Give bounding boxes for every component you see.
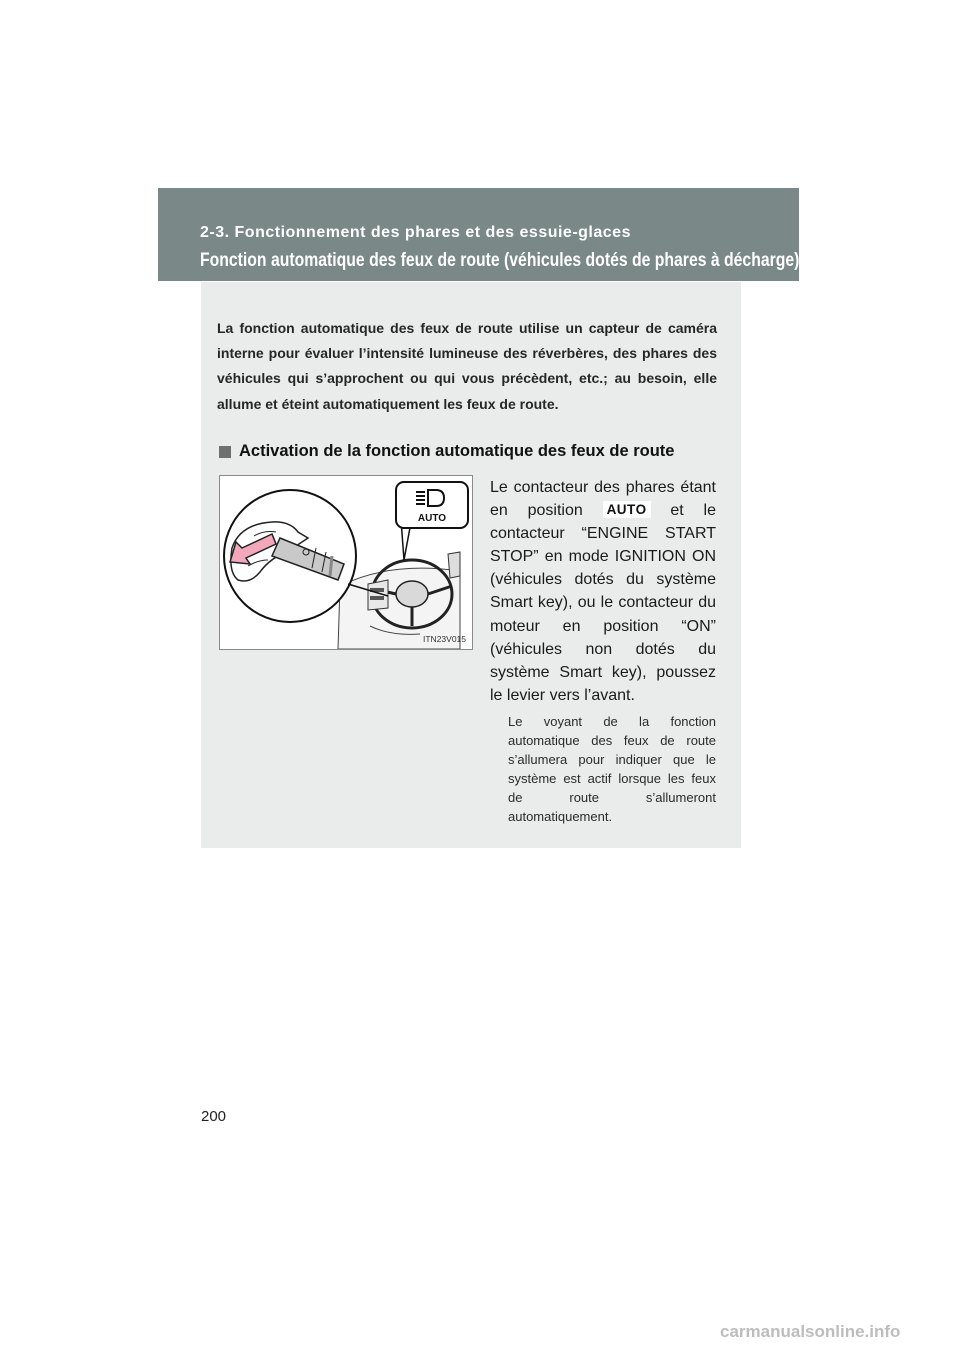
page-number: 200 — [201, 1108, 227, 1125]
page-title: Fonction automatique des feux de route (véhicules dotés de phares à décharge) — [200, 250, 800, 271]
indicator-note: Le voyant de la fonction automatique des feux de route s’allumera pour indiquer que le système est actif lorsque les feux de route s’allumeront automatiquement. — [508, 714, 716, 824]
lever-illustration-drawing — [220, 476, 472, 649]
header-band — [158, 188, 799, 281]
section-label: 2-3. Fonctionnement des phares et des essuie-glaces — [200, 224, 631, 241]
instruction-text — [490, 476, 716, 707]
lever-illustration — [219, 475, 473, 650]
auto-position-badge: AUTO — [603, 501, 651, 518]
square-bullet-icon — [219, 446, 231, 458]
figure-code: ITN23V015 — [423, 634, 466, 644]
instruction-text-end: et le contacteur “ENGINE START STOP” en mode IGNITION ON (véhicules dotés du système Smart key), ou le contacteur du moteur en position “ON” (véhicules non dotés du système Smart key), poussez le levier vers l’avant. — [490, 502, 716, 704]
intro-paragraph: La fonction automatique des feux de route utilise un capteur de caméra interne pour évaluer l’intensité lumineuse des réverbères, des phares des véhicules qui s’approchent ou qui vous précèdent, etc.; au besoin, elle allume et éteint automatiquement les feux de route. — [217, 320, 717, 412]
subheading-text: Activation de la fonction automatique des feux de route — [239, 442, 675, 460]
instruction-text-start: Le contacteur des phares étant en position — [490, 479, 716, 520]
content-box — [201, 282, 741, 848]
callout-label: AUTO — [417, 513, 447, 524]
watermark: carmanualsonline.info — [720, 1322, 901, 1341]
subheading — [219, 442, 674, 461]
